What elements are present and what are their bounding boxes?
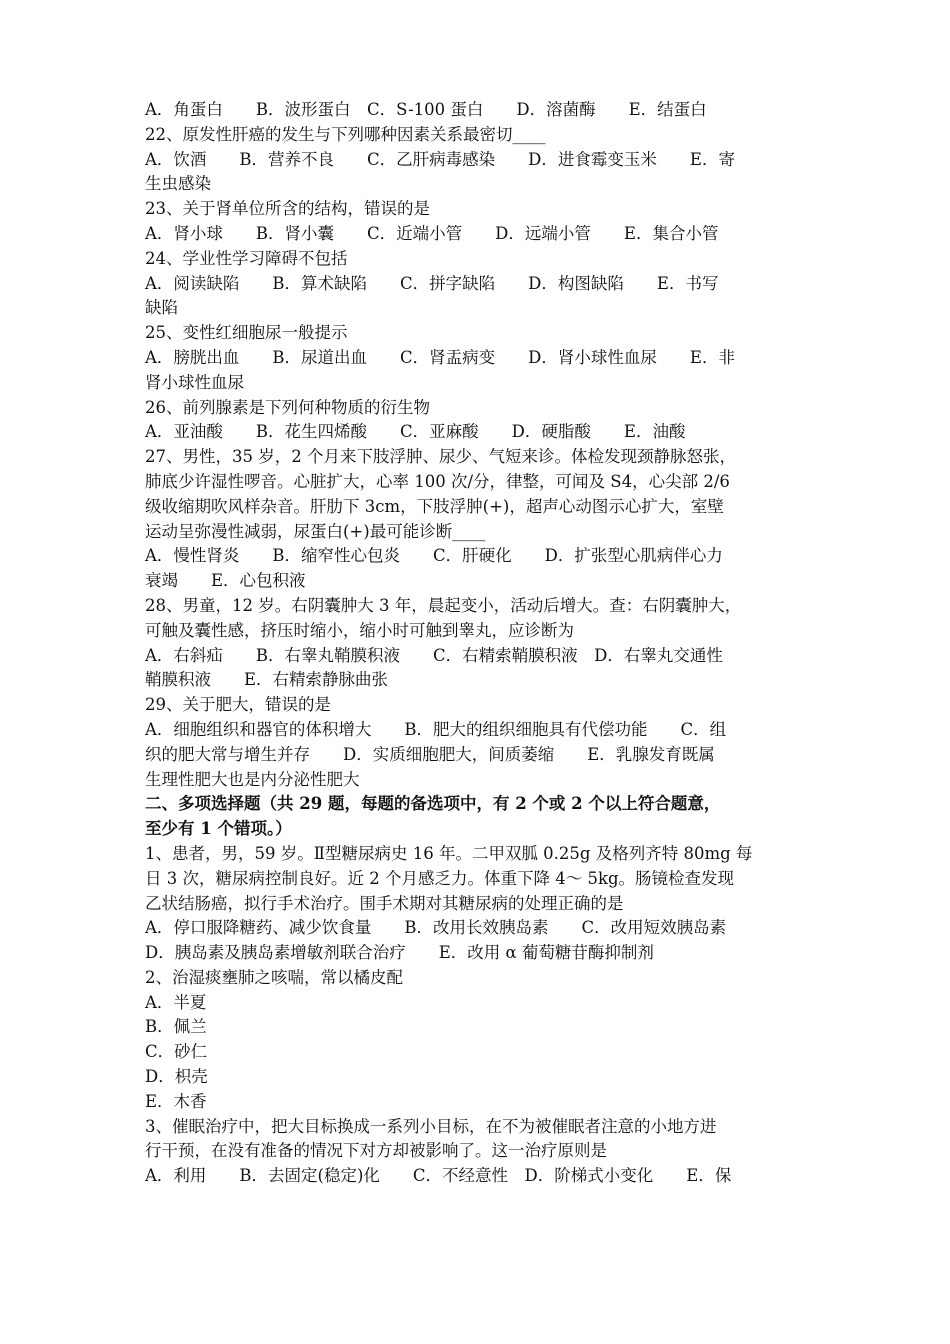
text-line: A．右斜疝 B．右睾丸鞘膜积液 C．右精索鞘膜积液 D．右睾丸交通性 <box>145 645 723 665</box>
text-line: 27、男性，35 岁，2 个月来下肢浮肿、尿少、气短来诊。体检发现颈静脉怒张， <box>145 447 736 467</box>
text-line: 织的肥大常与增生并存 D．实质细胞肥大，间质萎缩 E．乳腺发育既属 <box>145 744 715 764</box>
text-line: D．枳壳 <box>145 1067 208 1087</box>
text-line: 2、治湿痰壅肺之咳喘，常以橘皮配 <box>145 967 403 987</box>
text-line: 1、患者，男，59 岁。Ⅱ型糖尿病史 16 年。二甲双胍 0.25g 及格列齐特 80mg 每 <box>145 843 753 863</box>
text-line: 衰竭 E．心包积液 <box>145 571 306 591</box>
text-line: A．慢性肾炎 B．缩窄性心包炎 C．肝硬化 D．扩张型心肌病伴心力 <box>145 546 723 566</box>
text-line: 22、原发性肝癌的发生与下列哪种因素关系最密切____ <box>145 124 546 144</box>
text-line: A．肾小球 B．肾小囊 C．近端小管 D．远端小管 E．集合小管 <box>145 223 719 243</box>
text-line: 25、变性红细胞尿一般提示 <box>145 323 348 343</box>
text-line: A．半夏 <box>145 992 207 1012</box>
text-line: C．砂仁 <box>145 1042 208 1062</box>
text-line: A．角蛋白 B．波形蛋白 C．S-100 蛋白 D．溶菌酶 E．结蛋白 <box>145 100 707 119</box>
text-line: A．膀胱出血 B．尿道出血 C．肾盂病变 D．肾小球性血尿 E．非 <box>145 347 735 367</box>
text-line: 23、关于肾单位所含的结构，错误的是 <box>145 199 430 219</box>
section-heading-line: 二、多项选择题（共 29 题，每题的备选项中，有 2 个或 2 个以上符合题意， <box>145 794 721 814</box>
text-line: A．阅读缺陷 B．算术缺陷 C．拼字缺陷 D．构图缺陷 E．书写 <box>145 273 719 293</box>
text-line: 生虫感染 <box>145 174 211 194</box>
text-line: 肺底少许湿性啰音。心脏扩大，心率 100 次/分，律整，可闻及 S4，心尖部 2/6 <box>145 471 730 491</box>
section-heading-line: 至少有 1 个错项。） <box>145 819 292 839</box>
document-page <box>145 98 810 1189</box>
text-line: D．胰岛素及胰岛素增敏剂联合治疗 E．改用 α 葡萄糖苷酶抑制剂 <box>145 943 654 963</box>
text-line: 29、关于肥大，错误的是 <box>145 695 331 715</box>
text-line: 运动呈弥漫性减弱，尿蛋白(+)最可能诊断____ <box>145 521 486 541</box>
text-line: 3、催眠治疗中，把大目标换成一系列小目标，在不为被催眠者注意的小地方进 <box>145 1116 717 1136</box>
text-line: 28、男童，12 岁。右阴囊肿大 3 年，晨起变小，活动后增大。查：右阴囊肿大， <box>145 595 742 615</box>
text-line: 26、前列腺素是下列何种物质的衍生物 <box>145 397 430 417</box>
text-line: 肾小球性血尿 <box>145 372 244 392</box>
text-line: 行干预，在没有准备的情况下对方却被影响了。这一治疗原则是 <box>145 1141 607 1161</box>
text-line: 鞘膜积液 E．右精索静脉曲张 <box>145 670 389 690</box>
text-line: B．佩兰 <box>145 1017 207 1037</box>
text-line: 缺陷 <box>145 298 178 318</box>
text-line: A．亚油酸 B．花生四烯酸 C．亚麻酸 D．硬脂酸 E．油酸 <box>145 422 686 442</box>
text-line: 可触及囊性感，挤压时缩小，缩小时可触到睾丸，应诊断为 <box>145 620 574 640</box>
text-line: A．停口服降糖药、减少饮食量 B．改用长效胰岛素 C．改用短效胰岛素 <box>145 918 727 938</box>
text-line: 日 3 次，糖尿病控制良好。近 2 个月感乏力。体重下降 4～ 5kg。肠镜检查发现 <box>145 868 735 888</box>
text-line: 级收缩期吹风样杂音。肝肋下 3cm，下肢浮肿(+)，超声心动图示心扩大，室壁 <box>145 496 724 516</box>
text-line: A．细胞组织和器官的体积增大 B．肥大的组织细胞具有代偿功能 C．组 <box>145 719 727 739</box>
text-line: 乙状结肠癌，拟行手术治疗。围手术期对其糖尿病的处理正确的是 <box>145 893 624 913</box>
text-line: 24、学业性学习障碍不包括 <box>145 248 348 268</box>
text-line: E．木香 <box>145 1091 207 1111</box>
text-line: 生理性肥大也是内分泌性肥大 <box>145 769 360 789</box>
text-line: A．饮酒 B．营养不良 C．乙肝病毒感染 D．进食霉变玉米 E．寄 <box>145 149 735 169</box>
text-line: A．利用 B．去固定(稳定)化 C．不经意性 D．阶梯式小变化 E．保 <box>145 1166 732 1186</box>
